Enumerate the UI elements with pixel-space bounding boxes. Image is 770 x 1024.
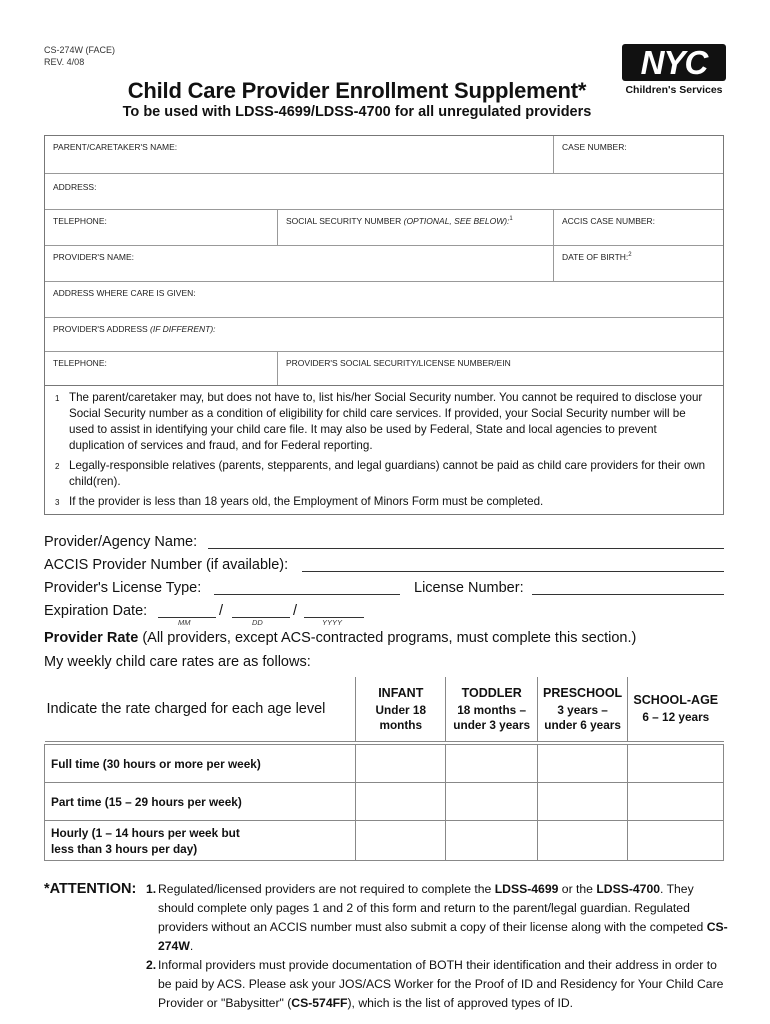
nyc-logo-mark: NYC bbox=[622, 44, 726, 81]
nyc-childrens-services-logo bbox=[622, 44, 730, 96]
rate-input-part-time-toddler[interactable] bbox=[446, 783, 538, 821]
rate-input-hourly-preschool[interactable] bbox=[538, 821, 628, 861]
rate-input-hourly-infant[interactable] bbox=[356, 821, 446, 861]
rate-input-part-time-infant[interactable] bbox=[356, 783, 446, 821]
attention-heading: *ATTENTION: bbox=[44, 881, 137, 897]
license-type-input[interactable] bbox=[214, 594, 400, 595]
accis-number-input[interactable] bbox=[302, 571, 724, 572]
footnote-3: 3 If the provider is less than 18 years old, the Employment of Minors Form must be completed. bbox=[55, 495, 544, 508]
col-preschool: PRESCHOOL 3 years – under 6 years bbox=[538, 677, 628, 742]
form-row-telephone2 bbox=[45, 352, 723, 386]
footnotes bbox=[45, 386, 723, 514]
date-slash-1: / bbox=[219, 603, 224, 619]
form-revision: REV. 4/08 bbox=[44, 57, 85, 67]
rate-input-full-time-toddler[interactable] bbox=[446, 745, 538, 783]
agency-name-input[interactable] bbox=[208, 548, 724, 549]
rate-input-part-time-preschool[interactable] bbox=[538, 783, 628, 821]
enrollment-form-box bbox=[44, 135, 724, 515]
rates-instruction: Indicate the rate charged for each age level bbox=[45, 677, 356, 742]
form-row-provider-address bbox=[45, 318, 723, 352]
form-row-provider bbox=[45, 246, 723, 282]
footnote-2: 2 Legally-responsible relatives (parents, stepparents, and legal guardians) cannot be paid as child care providers for their own child(ren). bbox=[55, 459, 706, 488]
attention-item-1: 1. Regulated/licensed providers are not required to complete the LDSS-4699 or the LDSS-4700. They should complete only pages 1 and 2 of this form and return to the parent/legal guardian. Regulated providers without an ACCIS number must also submit a copy of their license along with the competed CS-274W. bbox=[146, 882, 728, 953]
form-row-address bbox=[45, 174, 723, 210]
attention-section bbox=[44, 880, 728, 1013]
case-number-field[interactable]: CASE NUMBER: bbox=[553, 136, 723, 173]
form-number bbox=[44, 44, 115, 68]
row-label-full-time: Full time (30 hours or more per week) bbox=[45, 745, 356, 783]
provider-telephone-field[interactable]: TELEPHONE: bbox=[53, 358, 107, 368]
col-school-age: SCHOOL-AGE 6 – 12 years bbox=[628, 677, 724, 742]
provider-rate-heading: Provider Rate (All providers, except ACS-contracted programs, must complete this section.) bbox=[44, 630, 637, 646]
address-field[interactable]: ADDRESS: bbox=[53, 182, 97, 192]
provider-address-field[interactable]: PROVIDER'S ADDRESS (IF DIFFERENT): bbox=[53, 324, 216, 334]
form-number-line1: CS-274W (FACE) bbox=[44, 45, 116, 55]
yyyy-label: YYYY bbox=[322, 618, 343, 627]
logo-subtext: Children's Services bbox=[625, 84, 723, 96]
ssn-field[interactable]: SOCIAL SECURITY NUMBER (OPTIONAL, SEE BELOW):$^1$ bbox=[277, 210, 553, 245]
col-infant: INFANT Under 18 months bbox=[356, 677, 446, 742]
form-row-telephone bbox=[45, 210, 723, 246]
date-slash-2: / bbox=[293, 603, 298, 619]
parent-name-field[interactable]: PARENT/CARETAKER'S NAME: bbox=[53, 142, 178, 152]
rate-input-full-time-school-age[interactable] bbox=[628, 745, 724, 783]
rates-header-row bbox=[45, 677, 724, 742]
rates-row-full-time bbox=[45, 745, 724, 783]
form-row-parent bbox=[45, 136, 723, 174]
weekly-rates-label: My weekly child care rates are as follows: bbox=[44, 654, 311, 670]
attention-item-2: 2. Informal providers must provide documentation of BOTH their identification and their address in order to be paid by ACS. Please ask your JOS/ACS Worker for the Proof of ID and Residency for Your Child Care Provider or "Babysitter" (CS-574FF), which is the list of approved types of ID. bbox=[146, 958, 724, 1010]
dd-label: DD bbox=[252, 618, 263, 627]
date-of-birth-field[interactable]: DATE OF BIRTH:$^2$ bbox=[553, 246, 723, 281]
care-address-field[interactable]: ADDRESS WHERE CARE IS GIVEN: bbox=[53, 288, 196, 298]
rate-input-full-time-preschool[interactable] bbox=[538, 745, 628, 783]
rates-row-hourly bbox=[45, 821, 724, 861]
accis-number-label: ACCIS Provider Number (if available): bbox=[44, 557, 289, 573]
col-toddler: TODDLER 18 months – under 3 years bbox=[446, 677, 538, 742]
rate-input-hourly-school-age[interactable] bbox=[628, 821, 724, 861]
page-title: Child Care Provider Enrollment Supplement* bbox=[127, 78, 587, 103]
provider-name-field[interactable]: PROVIDER'S NAME: bbox=[53, 252, 134, 262]
footnote-1: 1 The parent/caretaker may, but does not have to, list his/her Social Security number. You cannot be required to disclose your Social Security number as a condition of eligibility for child care services. If provided, your Social Security number will be used to assist in identifying your child care file. It may also be used by Federal, State and local agencies to prevent duplication of services and fraud, and for Federal reporting. bbox=[55, 391, 703, 452]
row-label-part-time: Part time (15 – 29 hours per week) bbox=[45, 783, 356, 821]
provider-ssn-license-field[interactable]: PROVIDER'S SOCIAL SECURITY/LICENSE NUMBER/EIN bbox=[277, 352, 723, 385]
expiration-date-label: Expiration Date: bbox=[44, 603, 148, 619]
license-number-input[interactable] bbox=[532, 594, 724, 595]
row-label-hourly: Hourly (1 – 14 hours per week but less than 3 hours per day) bbox=[45, 821, 356, 861]
rate-input-part-time-school-age[interactable] bbox=[628, 783, 724, 821]
telephone-field[interactable]: TELEPHONE: bbox=[53, 216, 107, 226]
accis-case-number-field[interactable]: ACCIS CASE NUMBER: bbox=[553, 210, 723, 245]
page-subtitle: To be used with LDSS-4699/LDSS-4700 for all unregulated providers bbox=[122, 104, 592, 120]
form-row-care-address bbox=[45, 282, 723, 318]
license-type-label: Provider's License Type: bbox=[44, 580, 202, 596]
rates-table bbox=[44, 677, 724, 861]
mm-label: MM bbox=[178, 618, 191, 627]
license-number-label: License Number: bbox=[414, 580, 524, 596]
rate-input-full-time-infant[interactable] bbox=[356, 745, 446, 783]
agency-name-label: Provider/Agency Name: bbox=[44, 534, 198, 550]
rate-input-hourly-toddler[interactable] bbox=[446, 821, 538, 861]
rates-row-part-time bbox=[45, 783, 724, 821]
